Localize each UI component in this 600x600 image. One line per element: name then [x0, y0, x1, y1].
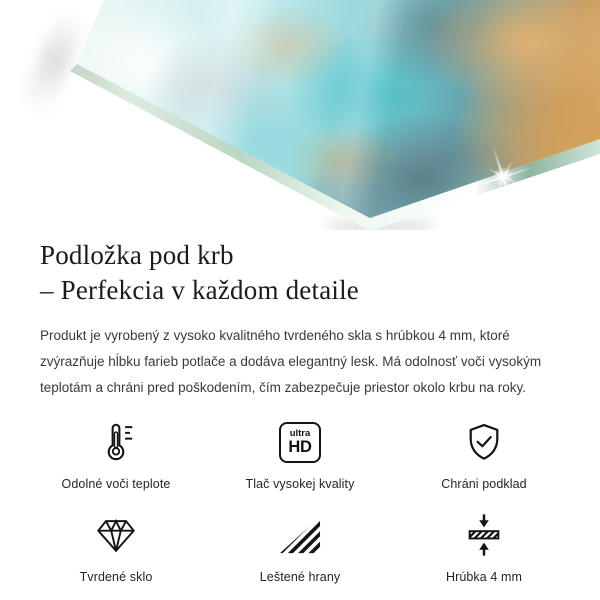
thermometer-icon — [93, 418, 139, 466]
feature-heat-resistant — [24, 418, 208, 491]
shield-check-icon — [462, 418, 506, 466]
feature-thickness — [392, 511, 576, 584]
feature-protects-base — [392, 418, 576, 491]
feature-label: Chráni podklad — [441, 477, 527, 491]
product-description: Produkt je vyrobený z vysoko kvalitného tvrdeného skla s hrúbkou 4 mm, ktoré zvýrazňuje hĺbku farieb potlače a dodáva elegantný lesk. Má odolnosť voči vysokým teplotám a chráni pred poškodením, čím zabezpečuje priestor okolo krbu na roky. — [40, 328, 542, 395]
feature-tempered-glass — [24, 511, 208, 584]
feature-print-quality — [208, 418, 392, 491]
feature-label: Hrúbka 4 mm — [445, 570, 523, 584]
thickness-icon — [461, 511, 507, 559]
feature-label: Leštené hrany — [259, 570, 341, 584]
page-title-line1: Podložka pod krb — [40, 240, 234, 270]
polished-edges-icon — [277, 511, 323, 559]
ultra-hd-icon: ultra HD — [279, 418, 321, 466]
feature-label: Tlač vysokej kvality — [245, 477, 355, 491]
feature-polished-edges — [208, 511, 392, 584]
page-title — [40, 238, 560, 308]
diamond-icon — [93, 511, 139, 559]
feature-grid — [0, 418, 600, 584]
feature-label: Tvrdené sklo — [79, 570, 153, 584]
page-title-line2: – Perfekcia v každom detaile — [40, 275, 359, 305]
feature-label: Odolné voči teplote — [61, 477, 171, 491]
product-hero-image — [0, 0, 600, 230]
product-text-section — [0, 238, 600, 401]
